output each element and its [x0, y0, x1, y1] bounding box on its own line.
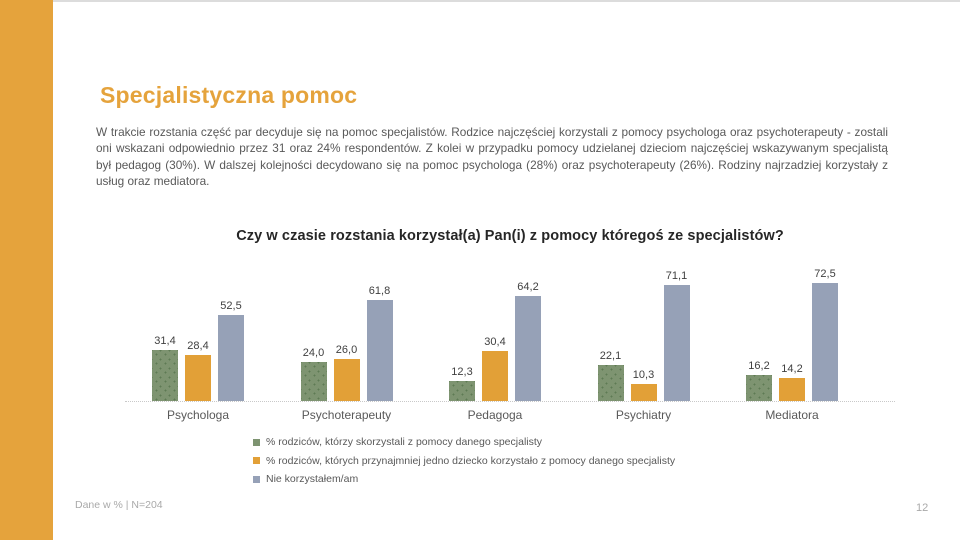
bar-column [515, 281, 541, 401]
legend-marker [253, 439, 260, 446]
bar-column [779, 362, 805, 401]
category-label: Psychiatry [615, 408, 672, 422]
bar [301, 362, 327, 401]
bar [449, 381, 475, 401]
bar [152, 350, 178, 401]
bar-column [152, 334, 178, 401]
bar-value-label: 16,2 [748, 359, 770, 372]
bar [185, 355, 211, 401]
bar [664, 285, 690, 401]
bar [746, 375, 772, 401]
bar-column [812, 267, 838, 401]
bar-value-label: 28,4 [187, 339, 209, 352]
bar-value-label: 52,5 [220, 300, 242, 313]
bar-value-label: 71,1 [665, 270, 688, 283]
category-label: Pedagoga [467, 408, 523, 422]
bar [515, 296, 541, 401]
bar-value-label: 26,0 [335, 343, 358, 356]
bar [367, 300, 393, 401]
bar-value-label: 12,3 [451, 365, 473, 378]
bar-column [631, 369, 657, 401]
chart-title: Czy w czasie rozstania korzystał(a) Pan(i) z pomocy któregoś ze specjalistów? [236, 228, 784, 244]
legend-label: Nie korzystałem/am [266, 473, 359, 486]
legend-label: % rodziców, którzy skorzystali z pomocy danego specjalisty [266, 436, 543, 449]
bar [631, 384, 657, 401]
chart-plot-area [125, 258, 895, 402]
bar-value-label: 24,0 [302, 346, 325, 359]
bar [334, 359, 360, 401]
legend-item [253, 433, 675, 452]
bar-value-label: 31,4 [154, 334, 176, 347]
bar [779, 378, 805, 401]
bar-column [301, 346, 327, 401]
bar-value-label: 10,3 [632, 369, 655, 382]
category-label: Psychologa [166, 408, 230, 422]
category-label: Mediatora [765, 408, 819, 422]
bar [218, 315, 244, 401]
category-label: Psychoterapeuty [301, 408, 392, 422]
bar-value-label: 64,2 [517, 281, 539, 294]
bar-value-label: 30,4 [484, 336, 506, 349]
bar-column [746, 359, 772, 401]
legend-marker [253, 457, 260, 464]
page-number: 12 [916, 502, 929, 514]
bar-group [301, 285, 393, 401]
bar [598, 365, 624, 401]
bar-column [185, 339, 211, 401]
bar [812, 283, 838, 401]
footer-note: Dane w % | N=204 [75, 499, 163, 511]
bar-chart [125, 228, 895, 424]
accent-bar [0, 0, 53, 540]
top-divider [53, 0, 960, 2]
bar-column [367, 285, 393, 401]
bar-column [218, 300, 244, 401]
chart-legend [253, 433, 675, 489]
bar-group [449, 281, 541, 401]
bar-column [664, 270, 690, 401]
bar-group [598, 270, 690, 401]
bar-value-label: 61,8 [368, 285, 391, 298]
legend-item [253, 452, 675, 471]
bar-column [598, 349, 624, 401]
legend-label: % rodziców, których przynajmniej jedno dziecko korzystało z pomocy danego specjalisty [266, 454, 676, 467]
bar-value-label: 22,1 [599, 349, 622, 362]
bar-column [449, 365, 475, 401]
bar-value-label: 14,2 [781, 362, 803, 375]
bar-column [334, 343, 360, 401]
bar-column [482, 336, 508, 401]
bar-group [746, 267, 838, 401]
bar [482, 351, 508, 401]
legend-item [253, 470, 675, 489]
legend-marker [253, 476, 260, 483]
body-paragraph: W trakcie rozstania część par decyduje się na pomoc specjalistów. Rodzice najczęściej korzystali z pomocy psychologa oraz psychoterapeuty - zostali oni wskazani odpowiednio przez 31 oraz 24% respondentów. Z kolei w przypadku pomocy udzielanej dzieciom najczęściej wskazywanym specjalistą był pedagog (30%). W dalszej kolejności decydowano się na pomoc psychologa (28%) oraz psychoterapeuty (26%). Rodziny najrzadziej korzystały z usług oraz mediatora. [96, 125, 888, 189]
slide-title: Specjalistyczna pomoc [100, 82, 358, 108]
bar-value-label: 72,5 [814, 267, 836, 280]
category-axis [125, 402, 895, 424]
bar-group [152, 300, 244, 401]
